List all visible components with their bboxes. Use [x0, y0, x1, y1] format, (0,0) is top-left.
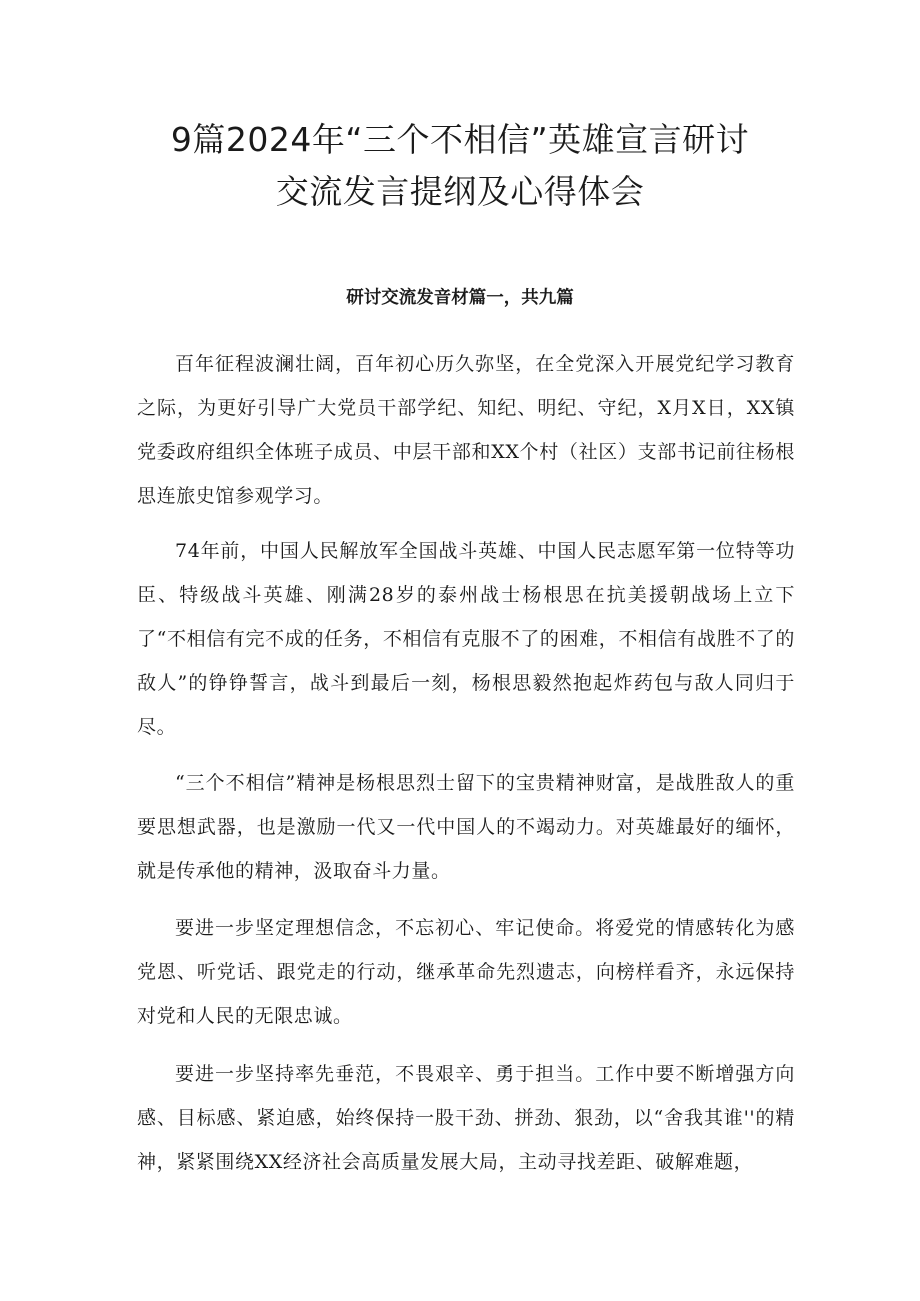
- document-title-line-2: 交流发言提纲及心得体会: [275, 172, 645, 211]
- document-title: [120, 114, 800, 218]
- document-title-line-1: 9篇2024年“三个不相信”英雄宣言研讨: [170, 120, 750, 159]
- section-heading: 研讨交流发音材篇一，共九篇: [346, 288, 574, 308]
- paragraph-1: 百年征程波澜壮阔，百年初心历久弥坚，在全党深入开展党纪学习教育之际，为更好引导广大党员干部学纪、知纪、明纪、守纪，X月X日，XX镇党委政府组织全体班子成员、中层干部和XX个村（社区）支部书记前往杨根思连旅史馆参观学习。: [137, 353, 795, 507]
- paragraph-5: 要进一步坚持率先垂范，不畏艰辛、勇于担当。工作中要不断增强方向感、目标感、紧迫感，始终保持一股干劲、拼劲、狠劲，以“舍我其谁''的精神，紧紧围绕XX经济社会高质量发展大局，主动寻找差距、破解难题，: [137, 1063, 795, 1173]
- paragraph-4: 要进一步坚定理想信念，不忘初心、牢记使命。将爱党的情感转化为感党恩、听党话、跟党走的行动，继承革命先烈遗志，向榜样看齐，永远保持对党和人民的无限忠诚。: [137, 917, 795, 1027]
- paragraph-2: 74年前，中国人民解放军全国战斗英雄、中国人民志愿军第一位特等功臣、特级战斗英雄、刚满28岁的泰州战士杨根思在抗美援朝战场上立下了“不相信有完不成的任务，不相信有克服不了的困难，不相信有战胜不了的敌人”的铮铮誓言，战斗到最后一刻，杨根思毅然抱起炸药包与敌人同归于尽。: [137, 540, 795, 738]
- paragraph-3: “三个不相信”精神是杨根思烈士留下的宝贵精神财富，是战胜敌人的重要思想武器，也是激励一代又一代中国人的不竭动力。对英雄最好的缅怀，就是传承他的精神，汲取奋斗力量。: [137, 772, 795, 882]
